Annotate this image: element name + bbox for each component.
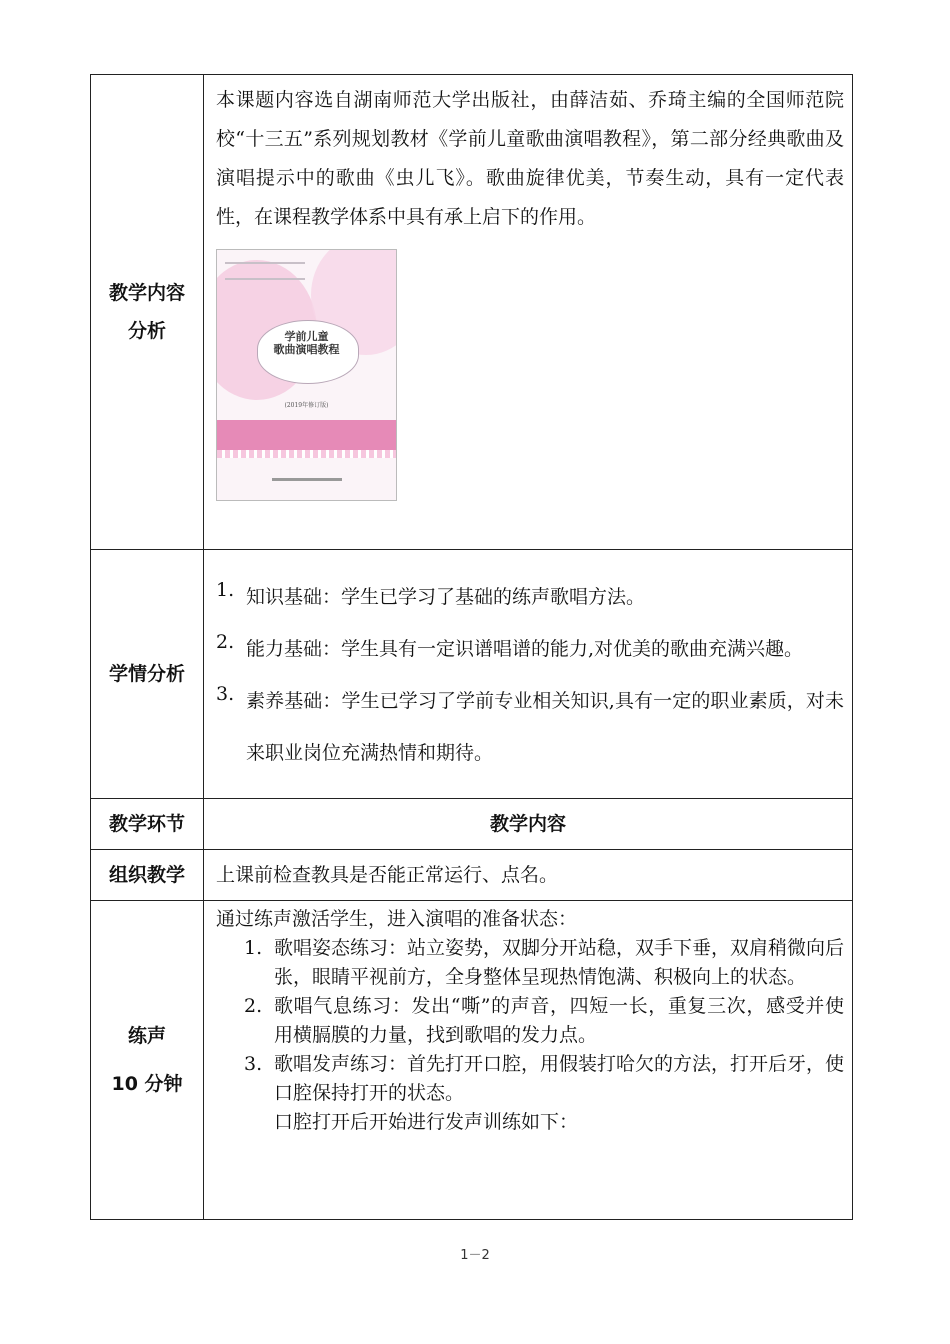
content-analysis-paragraph: 本课题内容选自湖南师范大学出版社，由薛洁茹、乔琦主编的全国师范院校“十三五”系列规划教材《学前儿童歌曲演唱教程》，第二部分经典歌曲及演唱提示中的歌曲《虫儿飞》。歌曲旋律优美，节奏生动，具有一定代表性，在课程教学体系中具有承上启下的作用。 [216, 89, 844, 228]
row-label: 学情分析 [91, 550, 204, 799]
label-line: 分析 [127, 320, 166, 342]
row-label: 组织教学 [91, 850, 204, 901]
student-analysis-list [204, 563, 852, 785]
organize-text: 上课前检查教具是否能正常运行、点名。 [216, 863, 559, 886]
cover-title: 学前儿童 歌曲演唱教程 [273, 330, 340, 356]
student-analysis-row [91, 550, 853, 799]
page-number: 1－2 [460, 1248, 490, 1263]
list-item: 1. 知识基础：学生已学习了基础的练声歌唱方法。 [216, 579, 646, 608]
header-content: 教学内容 [204, 799, 853, 850]
warmup-followup: 口腔打开后开始进行发声训练如下： [274, 1111, 579, 1133]
list-item: 2. 能力基础：学生具有一定识谱唱谱的能力,对优美的歌曲充满兴趣。 [216, 631, 804, 660]
label-line: 练声 [127, 1025, 166, 1047]
list-item: 3. 歌唱发声练习：首先打开口腔，用假装打哈欠的方法，打开后牙，使口腔保持打开的状态。 [244, 1053, 845, 1104]
warmup-intro: 通过练声激活学生，进入演唱的准备状态： [216, 908, 578, 930]
header-stage: 教学环节 [91, 799, 204, 850]
organize-row [91, 850, 853, 901]
label-line: 10 分钟 [111, 1073, 183, 1095]
table-header-row [91, 799, 853, 850]
row-label [91, 75, 204, 550]
content-cell [204, 550, 853, 799]
row-label [91, 901, 204, 1220]
list-item: 1. 歌唱姿态练习：站立姿势，双脚分开站稳，双手下垂，双肩稍微向后张，眼睛平视前方，全身整体呈现热情饱满、积极向上的状态。 [244, 937, 845, 988]
textbook-cover-image [216, 249, 397, 501]
warmup-row [91, 901, 853, 1220]
lesson-plan-table [90, 74, 853, 1220]
list-item: 2. 歌唱气息练习：发出“嘶”的声音，四短一长，重复三次，感受并使用横膈膜的力量，找到歌唱的发力点。 [244, 995, 844, 1046]
warmup-content [204, 901, 852, 1177]
list-item: 3. 素养基础：学生已学习了学前专业相关知识,具有一定的职业素质，对未来职业岗位充满热情和期待。 [216, 683, 844, 764]
label-line: 教学内容 [108, 282, 185, 304]
content-analysis-row [91, 75, 853, 550]
content-cell [204, 901, 853, 1220]
content-cell [204, 75, 853, 550]
cover-edition: (2019年修订版) [284, 402, 329, 409]
content-cell [204, 850, 853, 901]
